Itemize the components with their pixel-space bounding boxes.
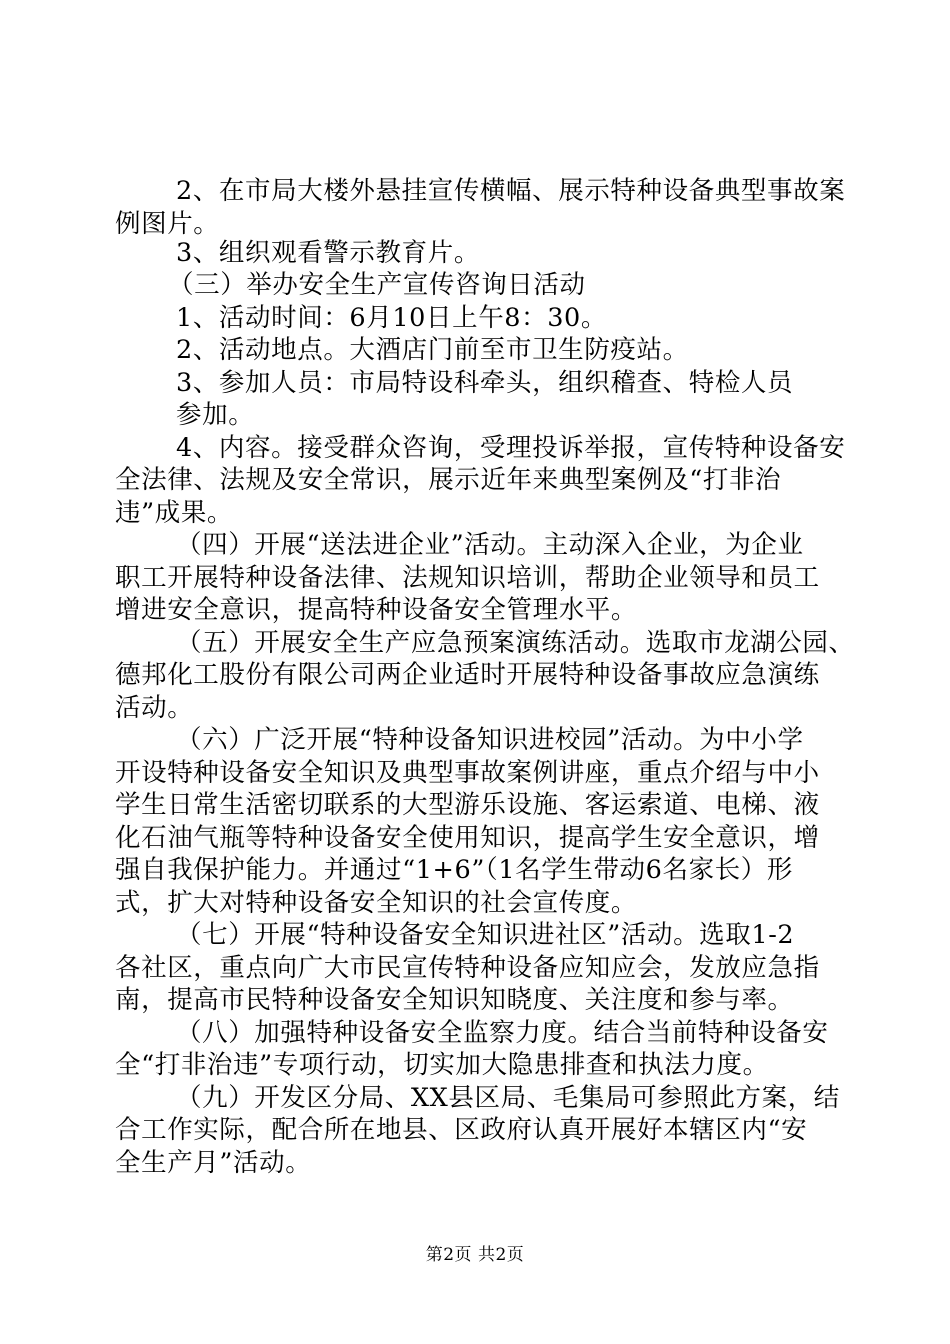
text-line: 3、参加人员：市局特设科牵头，组织稽查、特检人员	[176, 368, 794, 398]
text-line: 2、在市局大楼外悬挂宣传横幅、展示特种设备典型事故案	[176, 176, 846, 206]
text-line: 合工作实际，配合所在地县、区政府认真开展好本辖区内“安	[115, 1115, 808, 1145]
text-line: （九）开发区分局、XX县区局、毛集局可参照此方案，结	[176, 1083, 840, 1113]
text-line: （八）加强特种设备安全监察力度。结合当前特种设备安	[176, 1018, 829, 1048]
text-line: 开设特种设备安全知识及典型事故案例讲座，重点介绍与中小	[115, 758, 820, 788]
text-line: 职工开展特种设备法律、法规知识培训，帮助企业领导和员工	[115, 563, 820, 593]
text-line: 德邦化工股份有限公司两企业适时开展特种设备事故应急演练	[115, 660, 820, 690]
text-line: 参加。	[176, 400, 255, 430]
text-line: 全“打非治违”专项行动，切实加大隐患排查和执法力度。	[115, 1050, 769, 1080]
text-line: （六）广泛开展“特种设备知识进校园”活动。为中小学	[176, 725, 804, 755]
text-line: 学生日常生活密切联系的大型游乐设施、客运索道、电梯、液	[115, 790, 820, 820]
text-line: 南，提高市民特种设备安全知识知晓度、关注度和参与率。	[115, 985, 794, 1015]
text-line: 3、组织观看警示教育片。	[176, 238, 480, 268]
text-line: 4、内容。接受群众咨询，受理投诉举报，宣传特种设备安	[176, 433, 846, 463]
text-line: 例图片。	[115, 209, 220, 239]
text-line: 活动。	[115, 693, 194, 723]
text-line: 全法律、法规及安全常识，展示近年来典型案例及“打非治	[115, 465, 782, 495]
text-line: 1、活动时间：6月10日上午8：30。	[176, 303, 607, 333]
text-line: （五）开展安全生产应急预案演练活动。选取市龙湖公园、	[176, 628, 855, 658]
text-line: （三）举办安全生产宣传咨询日活动	[168, 270, 586, 300]
text-line: 强自我保护能力。并通过“1+6”（1名学生带动6名家长）形	[115, 855, 793, 885]
text-line: （四）开展“送法进企业”活动。主动深入企业，为企业	[176, 530, 804, 560]
text-line: 各社区，重点向广大市民宣传特种设备应知应会，发放应急指	[115, 953, 820, 983]
text-line: 全生产月”活动。	[115, 1148, 312, 1178]
text-line: 增进安全意识，提高特种设备安全管理水平。	[115, 595, 638, 625]
text-line: 式，扩大对特种设备安全知识的社会宣传度。	[115, 888, 638, 918]
text-line: 2、活动地点。大酒店门前至市卫生防疫站。	[176, 335, 689, 365]
text-line: 违”成果。	[115, 498, 234, 528]
text-line: （七）开展“特种设备安全知识进社区”活动。选取1-2	[176, 920, 795, 950]
page-footer: 第2页 共2页	[425, 1245, 525, 1265]
text-line: 化石油气瓶等特种设备安全使用知识，提高学生安全意识，增	[115, 823, 820, 853]
